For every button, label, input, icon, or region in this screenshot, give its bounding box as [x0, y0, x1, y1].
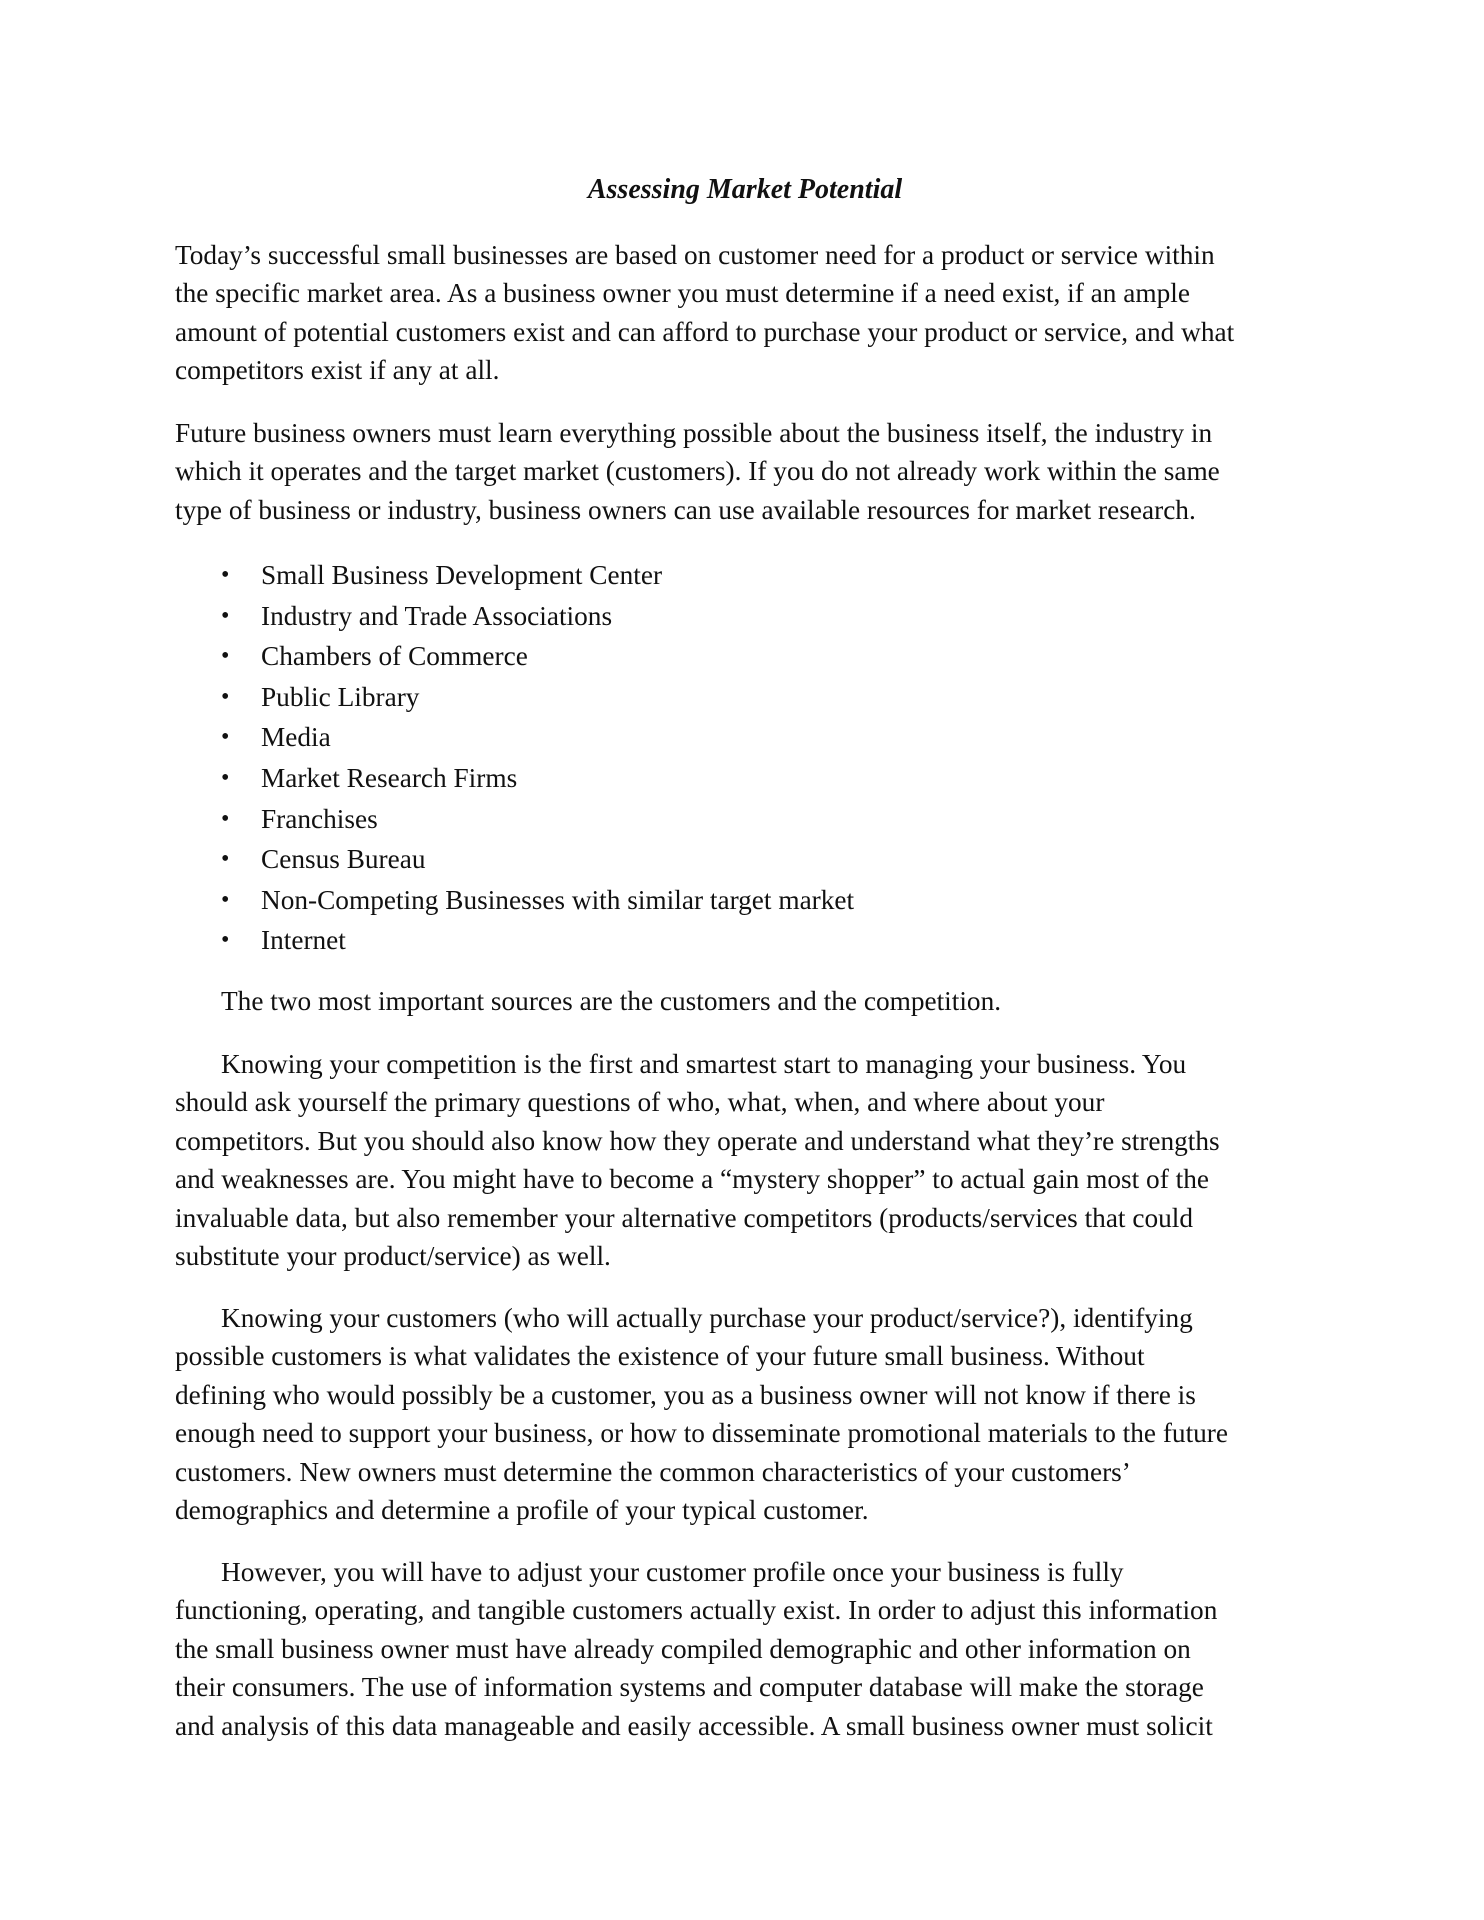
bullet-icon: •	[221, 643, 230, 670]
list-item-label: Census Bureau	[261, 844, 426, 875]
paragraph-line: possible customers is what validates the existence of your future small business. Without	[175, 1341, 1145, 1372]
paragraph-profile	[175, 1553, 1315, 1745]
paragraph-line: competitors exist if any at all.	[175, 355, 500, 386]
bullet-icon: •	[221, 683, 230, 710]
bullet-icon: •	[221, 805, 230, 832]
resource-list	[175, 555, 854, 961]
paragraph-line: customers. New owners must determine the common characteristics of your customers’	[175, 1456, 1131, 1487]
bullet-icon: •	[221, 602, 230, 629]
list-item-label: Industry and Trade Associations	[261, 600, 613, 631]
bullet-icon: •	[221, 927, 230, 954]
list-item	[175, 636, 854, 677]
paragraph-line: and analysis of this data manageable and easily accessible. A small business owner must solicit	[175, 1710, 1213, 1741]
bullet-icon: •	[221, 724, 230, 751]
paragraph-line: substitute your product/service) as well.	[175, 1241, 611, 1272]
list-item	[175, 799, 854, 840]
paragraph-line: The two most important sources are the customers and the competition.	[221, 986, 1002, 1016]
paragraph-line: defining who would possibly be a customer, you as a business owner will not know if there is	[175, 1379, 1196, 1410]
list-item-label: Public Library	[261, 681, 420, 712]
list-item-label: Market Research Firms	[261, 762, 518, 793]
paragraph-line: Knowing your competition is the first and smartest start to managing your business. You	[221, 1049, 1187, 1079]
paragraph-line: their consumers. The use of information systems and computer database will make the storage	[175, 1672, 1204, 1703]
paragraph-line: should ask yourself the primary questions of who, what, when, and where about your	[175, 1087, 1105, 1118]
bullet-icon: •	[221, 562, 230, 588]
document-title: Assessing Market Potential	[587, 174, 903, 205]
list-item	[175, 880, 854, 921]
bullet-icon: •	[221, 886, 230, 913]
paragraph-line: Knowing your customers (who will actually purchase your product/service?), identifying	[221, 1303, 1193, 1333]
paragraph-line: which it operates and the target market (customers). If you do not already work within the same	[175, 456, 1220, 487]
paragraph-line: and weaknesses are. You might have to become a “mystery shopper” to actual gain most of the	[175, 1164, 1209, 1195]
paragraph-customers	[175, 1299, 1315, 1529]
paragraph-competition	[175, 1045, 1315, 1275]
paragraph-line: type of business or industry, business owners can use available resources for market research.	[175, 494, 1196, 525]
list-item-label: Internet	[261, 925, 346, 956]
paragraph-line: demographics and determine a profile of your typical customer.	[175, 1495, 869, 1526]
paragraph-line: invaluable data, but also remember your alternative competitors (products/services that could	[175, 1202, 1193, 1233]
list-item	[175, 555, 854, 596]
list-item-label: Chambers of Commerce	[261, 641, 528, 672]
list-item	[175, 920, 854, 961]
list-item-label: Media	[261, 722, 331, 753]
list-item-label: Non-Competing Businesses with similar target market	[261, 884, 855, 915]
paragraph-line: the specific market area. As a business owner you must determine if a need exist, if an ample	[175, 278, 1190, 309]
paragraph-sources	[175, 982, 1315, 1020]
paragraph-line: competitors. But you should also know how they operate and understand what they’re strengths	[175, 1125, 1220, 1156]
bullet-icon: •	[221, 764, 230, 791]
paragraph-research	[175, 414, 1315, 529]
list-item	[175, 677, 854, 718]
paragraph-line: functioning, operating, and tangible customers actually exist. In order to adjust this information	[175, 1595, 1218, 1626]
paragraph-line: the small business owner must have already compiled demographic and other information on	[175, 1633, 1191, 1664]
list-item-label: Franchises	[261, 803, 378, 834]
paragraph-line: However, you will have to adjust your customer profile once your business is fully	[221, 1557, 1124, 1587]
bullet-icon: •	[221, 846, 230, 873]
list-item	[175, 596, 854, 637]
paragraph-line: Future business owners must learn everything possible about the business itself, the industry in	[175, 418, 1213, 448]
list-item	[175, 717, 854, 758]
paragraph-line: Today’s successful small businesses are based on customer need for a product or service within	[175, 240, 1215, 270]
paragraph-line: enough need to support your business, or how to disseminate promotional materials to the future	[175, 1418, 1229, 1449]
list-item-label: Small Business Development Center	[261, 560, 663, 590]
paragraph-intro	[175, 236, 1315, 390]
paragraph-line: amount of potential customers exist and can afford to purchase your product or service, and what	[175, 316, 1235, 347]
list-item	[175, 839, 854, 880]
list-item	[175, 758, 854, 799]
